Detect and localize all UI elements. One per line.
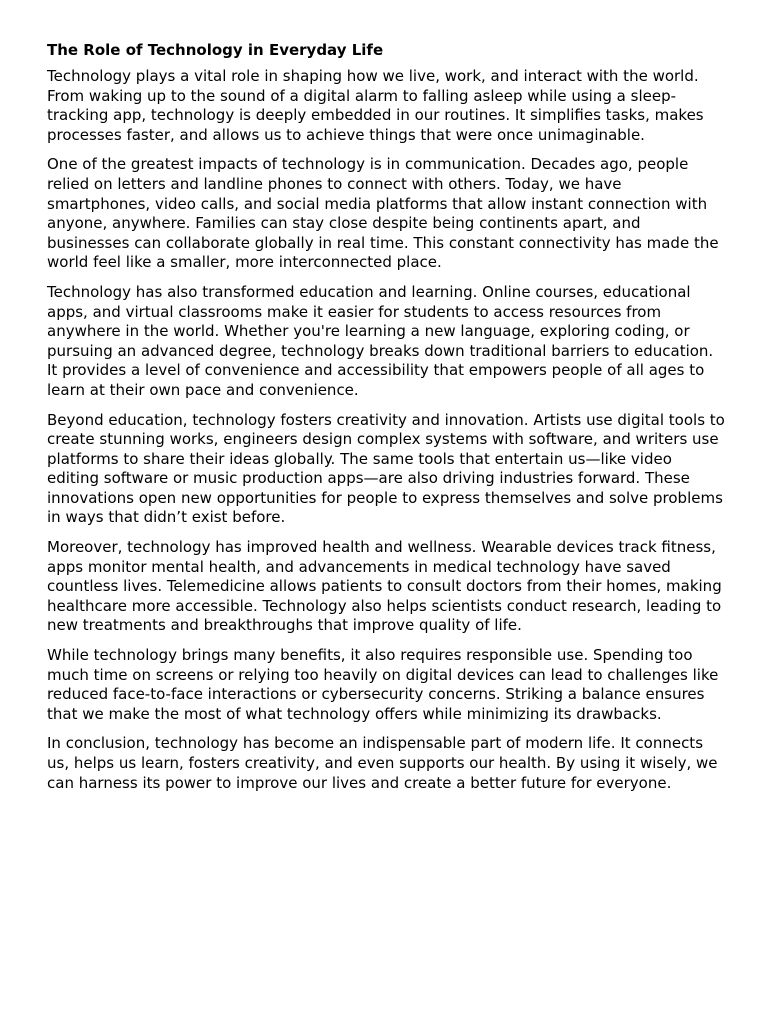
paragraph-education: Technology has also transformed education and learning. Online courses, educational apps, and virtual classrooms make it easier for students to access resources from anywhere in the world. Whether you're learning a new language, exploring coding, or pursuing an advanced degree, technology breaks down traditional barriers to education. It provides a level of convenience and accessibility that empowers people of all ages to learn at their own pace and convenience. xyxy=(47,282,714,399)
paragraph-responsible-use: While technology brings many benefits, it also requires responsible use. Spending too much time on screens or relying too heavily on digital devices can lead to challenges like reduced face-to-face interactions or cybersecurity concerns. Striking a balance ensures that we make the most of what technology offers while minimizing its drawbacks. xyxy=(47,646,719,723)
paragraph-health: Moreover, technology has improved health and wellness. Wearable devices track fitness, apps monitor mental health, and advancements in medical technology have saved countless lives. Telemedicine allows patients to consult doctors from their homes, making healthcare more accessible. Technology also helps scientists conduct research, leading to new treatments and breakthroughs that improve quality of life. xyxy=(47,538,722,635)
document-title: The Role of Technology in Everyday Life xyxy=(47,41,384,59)
paragraph-creativity: Beyond education, technology fosters creativity and innovation. Artists use digital tools to create stunning works, engineers design complex systems with software, and writers use platforms to share their ideas globally. The same tools that entertain us—like video editing software or music production apps—are also driving industries forward. These innovations open new opportunities for people to express themselves and solve problems in ways that didn’t exist before. xyxy=(47,410,725,527)
paragraph-conclusion: In conclusion, technology has become an indispensable part of modern life. It connects us, helps us learn, fosters creativity, and even supports our health. By using it wisely, we can harness its power to improve our lives and create a better future for everyone. xyxy=(47,734,718,792)
document-page xyxy=(47,40,727,803)
paragraph-intro: Technology plays a vital role in shaping how we live, work, and interact with the world. From waking up to the sound of a digital alarm to falling asleep while using a sleep-tracking app, technology is deeply embedded in our routines. It simplifies tasks, makes processes faster, and allows us to achieve things that were once unimaginable. xyxy=(47,67,704,144)
paragraph-communication: One of the greatest impacts of technology is in communication. Decades ago, people relied on letters and landline phones to connect with others. Today, we have smartphones, video calls, and social media platforms that allow instant connection with anyone, anywhere. Families can stay close despite being continents apart, and businesses can collaborate globally in real time. This constant connectivity has made the world feel like a smaller, more interconnected place. xyxy=(47,155,719,272)
